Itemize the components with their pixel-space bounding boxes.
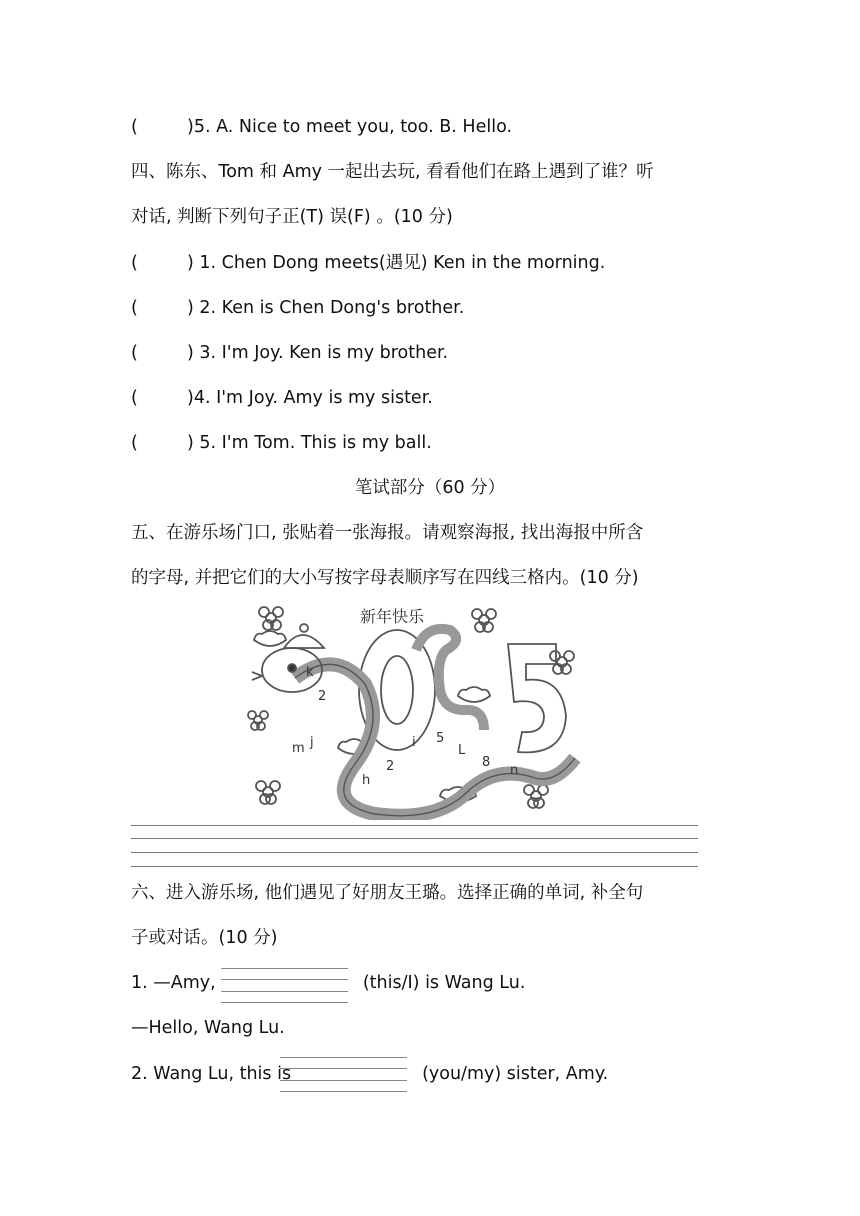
poster-letter: i [412,735,416,750]
sec3-question-5 [131,115,512,139]
answer-blank-2[interactable] [280,1057,407,1091]
flower-icon [248,711,268,730]
item-text: ) 5. I'm Tom. This is my ball. [187,433,432,453]
question-text: 5. A. Nice to meet you, too. B. Hello. [193,117,513,137]
poster-letter: 2 [318,689,327,704]
item-text: ) 3. I'm Joy. Ken is my brother. [187,343,449,363]
flower-icon [550,651,574,674]
sec4-item-4 [131,386,433,410]
snake-head [416,629,484,730]
poster-letter: 8 [482,755,491,770]
item-text: ) 2. Ken is Chen Dong's brother. [187,298,465,318]
item-text: ) 1. Chen Dong meets(遇见) Ken in the morning. [187,253,606,273]
sec4-item-3 [131,341,448,365]
section-6-title-line2: 子或对话。(10 分) [131,928,278,948]
answer-blank-1[interactable] [221,968,348,1002]
poster-letter: n [510,763,519,778]
answer-paren[interactable]: ( [131,253,138,273]
poster-letter: L [458,743,466,758]
flower-icon [524,785,548,808]
item-text: )4. I'm Joy. Amy is my sister. [187,388,433,408]
written-part-heading: 笔试部分（60 分） [354,478,506,498]
question-prefix: 2. Wang Lu, this is [131,1064,292,1084]
section-5-title-line1: 五、在游乐场门口, 张贴着一张海报。请观察海报, 找出海报中所含 [131,523,644,543]
answer-paren[interactable]: ( [131,433,138,453]
poster-letter: h [362,773,371,788]
question-suffix: (this/I) is Wang Lu. [362,973,526,993]
section-4-title-line2: 对话, 判断下列句子正(T) 误(F) 。(10 分) [131,207,453,227]
sec4-item-2 [131,296,464,320]
poster-illustration [240,600,590,820]
sec6-reply-1: —Hello, Wang Lu. [131,1018,285,1038]
sec4-item-5 [131,431,432,455]
answer-paren[interactable]: ( [131,343,138,363]
four-line-grid[interactable] [131,825,698,867]
poster-letter: 5 [436,731,445,746]
sec4-item-1 [131,251,605,275]
section-6-title-line1: 六、进入游乐场, 他们遇见了好朋友王璐。选择正确的单词, 补全句 [131,883,644,903]
flower-icon [259,607,283,630]
section-4-title-line1: 四、陈东、Tom 和 Amy 一起出去玩, 看看他们在路上遇到了谁？听 [131,162,654,182]
question-prefix: 1. —Amy, [131,973,216,993]
answer-paren[interactable]: ( [131,388,138,408]
flower-icon [472,609,496,632]
ingot-icon [254,631,286,646]
section-5-title-line2: 的字母, 并把它们的大小写按字母表顺序写在四线三格内。(10 分) [131,568,639,588]
poster-header: 新年快乐 [360,607,425,626]
answer-paren[interactable]: ( [131,117,138,137]
poster-letter: m [292,741,305,756]
ingot-icon [458,687,490,702]
hat-icon [284,635,324,648]
poster-letter: k [306,665,314,680]
flower-icon [256,781,280,804]
poster-letter: j [310,735,314,750]
poster-letter: 2 [386,759,395,774]
question-suffix: (you/my) sister, Amy. [422,1064,609,1084]
paren-close: ) [187,117,194,137]
answer-paren[interactable]: ( [131,298,138,318]
